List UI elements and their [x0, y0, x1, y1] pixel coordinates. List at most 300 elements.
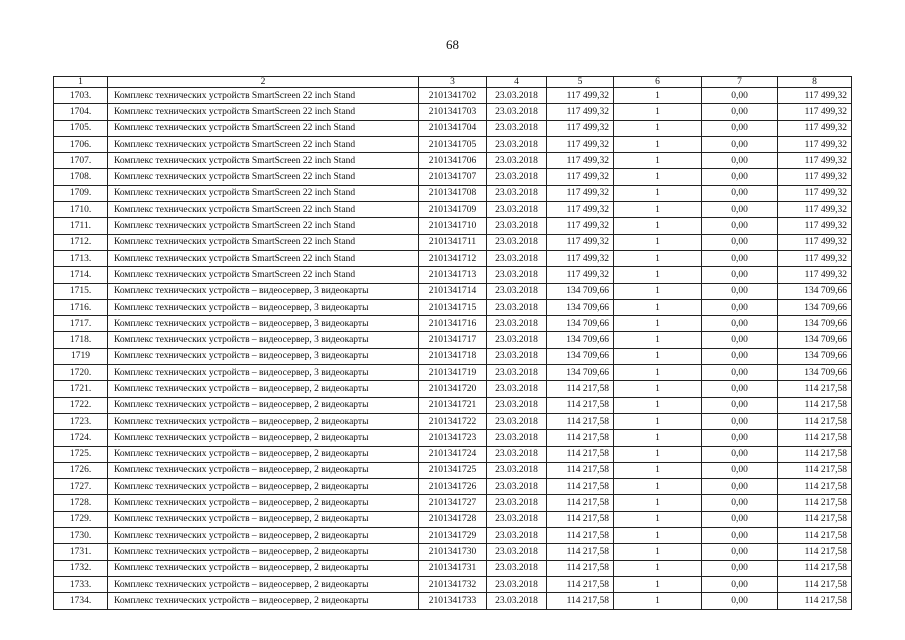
- row-number-cell: 1715.: [54, 283, 108, 299]
- asset-name-cell: Комплекс технических устройств – видеосервер, 3 видеокарты: [108, 332, 419, 348]
- row-number-cell: 1719: [54, 348, 108, 364]
- book-value-cell: 117 499,32: [547, 267, 614, 283]
- depreciation-cell: 0,00: [702, 544, 778, 560]
- book-value-cell: 117 499,32: [547, 202, 614, 218]
- book-value-cell: 114 217,58: [547, 479, 614, 495]
- asset-name-cell: Комплекс технических устройств – видеосервер, 2 видеокарты: [108, 397, 419, 413]
- date-cell: 23.03.2018: [487, 332, 547, 348]
- date-cell: 23.03.2018: [487, 528, 547, 544]
- inventory-number-cell: 2101341724: [419, 446, 487, 462]
- quantity-cell: 1: [614, 397, 702, 413]
- depreciation-cell: 0,00: [702, 560, 778, 576]
- date-cell: 23.03.2018: [487, 413, 547, 429]
- column-header-1: 1: [54, 77, 108, 88]
- residual-value-cell: 114 217,58: [778, 462, 852, 478]
- row-number-cell: 1720.: [54, 365, 108, 381]
- column-header-4: 4: [487, 77, 547, 88]
- residual-value-cell: 117 499,32: [778, 267, 852, 283]
- column-header-5: 5: [547, 77, 614, 88]
- asset-name-cell: Комплекс технических устройств SmartScreen 22 inch Stand: [108, 169, 419, 185]
- depreciation-cell: 0,00: [702, 495, 778, 511]
- depreciation-cell: 0,00: [702, 267, 778, 283]
- residual-value-cell: 117 499,32: [778, 104, 852, 120]
- table-row: [54, 283, 852, 299]
- row-number-cell: 1705.: [54, 120, 108, 136]
- asset-name-cell: Комплекс технических устройств – видеосервер, 2 видеокарты: [108, 495, 419, 511]
- date-cell: 23.03.2018: [487, 267, 547, 283]
- column-header-8: 8: [778, 77, 852, 88]
- inventory-number-cell: 2101341726: [419, 479, 487, 495]
- depreciation-cell: 0,00: [702, 576, 778, 592]
- row-number-cell: 1717.: [54, 316, 108, 332]
- quantity-cell: 1: [614, 381, 702, 397]
- book-value-cell: 134 709,66: [547, 316, 614, 332]
- table-row: [54, 544, 852, 560]
- quantity-cell: 1: [614, 234, 702, 250]
- inventory-number-cell: 2101341706: [419, 153, 487, 169]
- asset-name-cell: Комплекс технических устройств – видеосервер, 2 видеокарты: [108, 528, 419, 544]
- inventory-number-cell: 2101341723: [419, 430, 487, 446]
- date-cell: 23.03.2018: [487, 136, 547, 152]
- residual-value-cell: 114 217,58: [778, 479, 852, 495]
- book-value-cell: 114 217,58: [547, 593, 614, 609]
- quantity-cell: 1: [614, 332, 702, 348]
- quantity-cell: 1: [614, 560, 702, 576]
- date-cell: 23.03.2018: [487, 397, 547, 413]
- quantity-cell: 1: [614, 413, 702, 429]
- quantity-cell: 1: [614, 511, 702, 527]
- quantity-cell: 1: [614, 316, 702, 332]
- residual-value-cell: 117 499,32: [778, 88, 852, 104]
- inventory-number-cell: 2101341730: [419, 544, 487, 560]
- table-row: [54, 495, 852, 511]
- inventory-number-cell: 2101341708: [419, 185, 487, 201]
- date-cell: 23.03.2018: [487, 283, 547, 299]
- row-number-cell: 1722.: [54, 397, 108, 413]
- date-cell: 23.03.2018: [487, 511, 547, 527]
- depreciation-cell: 0,00: [702, 446, 778, 462]
- date-cell: 23.03.2018: [487, 430, 547, 446]
- date-cell: 23.03.2018: [487, 495, 547, 511]
- row-number-cell: 1730.: [54, 528, 108, 544]
- row-number-cell: 1729.: [54, 511, 108, 527]
- inventory-number-cell: 2101341731: [419, 560, 487, 576]
- inventory-number-cell: 2101341715: [419, 299, 487, 315]
- table-row: [54, 104, 852, 120]
- residual-value-cell: 134 709,66: [778, 365, 852, 381]
- table-row: [54, 348, 852, 364]
- asset-name-cell: Комплекс технических устройств – видеосервер, 2 видеокарты: [108, 430, 419, 446]
- table-row: [54, 446, 852, 462]
- table-row: [54, 169, 852, 185]
- depreciation-cell: 0,00: [702, 234, 778, 250]
- table-row: [54, 528, 852, 544]
- residual-value-cell: 134 709,66: [778, 332, 852, 348]
- date-cell: 23.03.2018: [487, 446, 547, 462]
- table-row: [54, 479, 852, 495]
- residual-value-cell: 134 709,66: [778, 348, 852, 364]
- row-number-cell: 1732.: [54, 560, 108, 576]
- table-body: [54, 88, 852, 610]
- residual-value-cell: 134 709,66: [778, 316, 852, 332]
- book-value-cell: 114 217,58: [547, 397, 614, 413]
- depreciation-cell: 0,00: [702, 104, 778, 120]
- asset-name-cell: Комплекс технических устройств – видеосервер, 3 видеокарты: [108, 299, 419, 315]
- table-row: [54, 234, 852, 250]
- depreciation-cell: 0,00: [702, 218, 778, 234]
- date-cell: 23.03.2018: [487, 381, 547, 397]
- row-number-cell: 1723.: [54, 413, 108, 429]
- depreciation-cell: 0,00: [702, 185, 778, 201]
- inventory-number-cell: 2101341705: [419, 136, 487, 152]
- quantity-cell: 1: [614, 120, 702, 136]
- residual-value-cell: 117 499,32: [778, 234, 852, 250]
- row-number-cell: 1721.: [54, 381, 108, 397]
- table-row: [54, 397, 852, 413]
- book-value-cell: 114 217,58: [547, 430, 614, 446]
- date-cell: 23.03.2018: [487, 202, 547, 218]
- row-number-cell: 1724.: [54, 430, 108, 446]
- residual-value-cell: 117 499,32: [778, 250, 852, 266]
- depreciation-cell: 0,00: [702, 120, 778, 136]
- table-row: [54, 332, 852, 348]
- row-number-cell: 1704.: [54, 104, 108, 120]
- depreciation-cell: 0,00: [702, 462, 778, 478]
- row-number-cell: 1733.: [54, 576, 108, 592]
- inventory-number-cell: 2101341711: [419, 234, 487, 250]
- row-number-cell: 1703.: [54, 88, 108, 104]
- depreciation-cell: 0,00: [702, 397, 778, 413]
- quantity-cell: 1: [614, 462, 702, 478]
- asset-name-cell: Комплекс технических устройств – видеосервер, 3 видеокарты: [108, 283, 419, 299]
- row-number-cell: 1728.: [54, 495, 108, 511]
- asset-name-cell: Комплекс технических устройств SmartScreen 22 inch Stand: [108, 185, 419, 201]
- asset-name-cell: Комплекс технических устройств SmartScreen 22 inch Stand: [108, 218, 419, 234]
- date-cell: 23.03.2018: [487, 462, 547, 478]
- book-value-cell: 114 217,58: [547, 576, 614, 592]
- quantity-cell: 1: [614, 283, 702, 299]
- depreciation-cell: 0,00: [702, 365, 778, 381]
- column-header-7: 7: [702, 77, 778, 88]
- quantity-cell: 1: [614, 104, 702, 120]
- inventory-number-cell: 2101341728: [419, 511, 487, 527]
- row-number-cell: 1713.: [54, 250, 108, 266]
- depreciation-cell: 0,00: [702, 153, 778, 169]
- column-header-2: 2: [108, 77, 419, 88]
- quantity-cell: 1: [614, 430, 702, 446]
- row-number-cell: 1709.: [54, 185, 108, 201]
- asset-name-cell: Комплекс технических устройств SmartScreen 22 inch Stand: [108, 202, 419, 218]
- date-cell: 23.03.2018: [487, 560, 547, 576]
- depreciation-cell: 0,00: [702, 479, 778, 495]
- quantity-cell: 1: [614, 544, 702, 560]
- inventory-number-cell: 2101341703: [419, 104, 487, 120]
- depreciation-cell: 0,00: [702, 136, 778, 152]
- residual-value-cell: 134 709,66: [778, 283, 852, 299]
- depreciation-cell: 0,00: [702, 299, 778, 315]
- table-row: [54, 430, 852, 446]
- table-header: [54, 77, 852, 88]
- page-number: 68: [446, 37, 459, 52]
- book-value-cell: 114 217,58: [547, 381, 614, 397]
- quantity-cell: 1: [614, 250, 702, 266]
- book-value-cell: 117 499,32: [547, 234, 614, 250]
- inventory-number-cell: 2101341725: [419, 462, 487, 478]
- quantity-cell: 1: [614, 185, 702, 201]
- date-cell: 23.03.2018: [487, 316, 547, 332]
- depreciation-cell: 0,00: [702, 250, 778, 266]
- row-number-cell: 1714.: [54, 267, 108, 283]
- residual-value-cell: 117 499,32: [778, 153, 852, 169]
- date-cell: 23.03.2018: [487, 250, 547, 266]
- inventory-number-cell: 2101341722: [419, 413, 487, 429]
- residual-value-cell: 114 217,58: [778, 528, 852, 544]
- residual-value-cell: 117 499,32: [778, 169, 852, 185]
- depreciation-cell: 0,00: [702, 430, 778, 446]
- asset-name-cell: Комплекс технических устройств – видеосервер, 2 видеокарты: [108, 413, 419, 429]
- depreciation-cell: 0,00: [702, 316, 778, 332]
- inventory-number-cell: 2101341716: [419, 316, 487, 332]
- date-cell: 23.03.2018: [487, 169, 547, 185]
- inventory-number-cell: 2101341721: [419, 397, 487, 413]
- book-value-cell: 117 499,32: [547, 250, 614, 266]
- date-cell: 23.03.2018: [487, 234, 547, 250]
- date-cell: 23.03.2018: [487, 120, 547, 136]
- date-cell: 23.03.2018: [487, 185, 547, 201]
- table-row: [54, 250, 852, 266]
- table-row: [54, 202, 852, 218]
- inventory-number-cell: 2101341702: [419, 88, 487, 104]
- table-row: [54, 153, 852, 169]
- table-row: [54, 88, 852, 104]
- date-cell: 23.03.2018: [487, 348, 547, 364]
- table-row: [54, 381, 852, 397]
- inventory-number-cell: 2101341732: [419, 576, 487, 592]
- book-value-cell: 117 499,32: [547, 169, 614, 185]
- depreciation-cell: 0,00: [702, 88, 778, 104]
- row-number-cell: 1708.: [54, 169, 108, 185]
- asset-name-cell: Комплекс технических устройств – видеосервер, 2 видеокарты: [108, 446, 419, 462]
- book-value-cell: 117 499,32: [547, 88, 614, 104]
- asset-name-cell: Комплекс технических устройств SmartScreen 22 inch Stand: [108, 136, 419, 152]
- table-row: [54, 185, 852, 201]
- asset-name-cell: Комплекс технических устройств – видеосервер, 2 видеокарты: [108, 560, 419, 576]
- table-row: [54, 136, 852, 152]
- quantity-cell: 1: [614, 576, 702, 592]
- table-row: [54, 462, 852, 478]
- depreciation-cell: 0,00: [702, 283, 778, 299]
- book-value-cell: 114 217,58: [547, 511, 614, 527]
- table-row: [54, 413, 852, 429]
- book-value-cell: 114 217,58: [547, 462, 614, 478]
- residual-value-cell: 117 499,32: [778, 202, 852, 218]
- quantity-cell: 1: [614, 528, 702, 544]
- residual-value-cell: 117 499,32: [778, 218, 852, 234]
- date-cell: 23.03.2018: [487, 218, 547, 234]
- depreciation-cell: 0,00: [702, 511, 778, 527]
- table-row: [54, 267, 852, 283]
- date-cell: 23.03.2018: [487, 365, 547, 381]
- inventory-number-cell: 2101341729: [419, 528, 487, 544]
- inventory-number-cell: 2101341733: [419, 593, 487, 609]
- row-number-cell: 1712.: [54, 234, 108, 250]
- depreciation-cell: 0,00: [702, 528, 778, 544]
- table-row: [54, 365, 852, 381]
- quantity-cell: 1: [614, 348, 702, 364]
- inventory-number-cell: 2101341714: [419, 283, 487, 299]
- row-number-cell: 1707.: [54, 153, 108, 169]
- residual-value-cell: 114 217,58: [778, 430, 852, 446]
- quantity-cell: 1: [614, 88, 702, 104]
- asset-name-cell: Комплекс технических устройств SmartScreen 22 inch Stand: [108, 88, 419, 104]
- row-number-cell: 1716.: [54, 299, 108, 315]
- depreciation-cell: 0,00: [702, 381, 778, 397]
- table-row: [54, 593, 852, 609]
- date-cell: 23.03.2018: [487, 88, 547, 104]
- quantity-cell: 1: [614, 218, 702, 234]
- inventory-number-cell: 2101341712: [419, 250, 487, 266]
- residual-value-cell: 114 217,58: [778, 413, 852, 429]
- book-value-cell: 134 709,66: [547, 348, 614, 364]
- quantity-cell: 1: [614, 446, 702, 462]
- inventory-number-cell: 2101341704: [419, 120, 487, 136]
- column-number-row: [54, 77, 852, 88]
- date-cell: 23.03.2018: [487, 576, 547, 592]
- book-value-cell: 114 217,58: [547, 560, 614, 576]
- quantity-cell: 1: [614, 202, 702, 218]
- book-value-cell: 114 217,58: [547, 544, 614, 560]
- book-value-cell: 114 217,58: [547, 446, 614, 462]
- residual-value-cell: 114 217,58: [778, 560, 852, 576]
- inventory-number-cell: 2101341718: [419, 348, 487, 364]
- asset-name-cell: Комплекс технических устройств – видеосервер, 2 видеокарты: [108, 511, 419, 527]
- book-value-cell: 114 217,58: [547, 495, 614, 511]
- inventory-number-cell: 2101341710: [419, 218, 487, 234]
- residual-value-cell: 114 217,58: [778, 446, 852, 462]
- date-cell: 23.03.2018: [487, 299, 547, 315]
- inventory-number-cell: 2101341720: [419, 381, 487, 397]
- residual-value-cell: 117 499,32: [778, 120, 852, 136]
- quantity-cell: 1: [614, 299, 702, 315]
- table-row: [54, 511, 852, 527]
- residual-value-cell: 117 499,32: [778, 185, 852, 201]
- row-number-cell: 1706.: [54, 136, 108, 152]
- asset-name-cell: Комплекс технических устройств – видеосервер, 2 видеокарты: [108, 593, 419, 609]
- asset-name-cell: Комплекс технических устройств – видеосервер, 3 видеокарты: [108, 316, 419, 332]
- date-cell: 23.03.2018: [487, 153, 547, 169]
- book-value-cell: 117 499,32: [547, 120, 614, 136]
- residual-value-cell: 114 217,58: [778, 544, 852, 560]
- row-number-cell: 1731.: [54, 544, 108, 560]
- residual-value-cell: 114 217,58: [778, 593, 852, 609]
- book-value-cell: 117 499,32: [547, 136, 614, 152]
- asset-name-cell: Комплекс технических устройств – видеосервер, 3 видеокарты: [108, 365, 419, 381]
- asset-name-cell: Комплекс технических устройств – видеосервер, 2 видеокарты: [108, 381, 419, 397]
- column-header-6: 6: [614, 77, 702, 88]
- asset-name-cell: Комплекс технических устройств – видеосервер, 2 видеокарты: [108, 576, 419, 592]
- asset-name-cell: Комплекс технических устройств SmartScreen 22 inch Stand: [108, 153, 419, 169]
- asset-name-cell: Комплекс технических устройств SmartScreen 22 inch Stand: [108, 234, 419, 250]
- quantity-cell: 1: [614, 136, 702, 152]
- inventory-number-cell: 2101341713: [419, 267, 487, 283]
- depreciation-cell: 0,00: [702, 413, 778, 429]
- inventory-number-cell: 2101341717: [419, 332, 487, 348]
- book-value-cell: 134 709,66: [547, 299, 614, 315]
- book-value-cell: 134 709,66: [547, 365, 614, 381]
- quantity-cell: 1: [614, 153, 702, 169]
- inventory-number-cell: 2101341707: [419, 169, 487, 185]
- book-value-cell: 134 709,66: [547, 332, 614, 348]
- row-number-cell: 1726.: [54, 462, 108, 478]
- book-value-cell: 117 499,32: [547, 218, 614, 234]
- quantity-cell: 1: [614, 365, 702, 381]
- inventory-number-cell: 2101341727: [419, 495, 487, 511]
- row-number-cell: 1718.: [54, 332, 108, 348]
- date-cell: 23.03.2018: [487, 479, 547, 495]
- quantity-cell: 1: [614, 479, 702, 495]
- book-value-cell: 117 499,32: [547, 153, 614, 169]
- residual-value-cell: 114 217,58: [778, 397, 852, 413]
- asset-name-cell: Комплекс технических устройств – видеосервер, 2 видеокарты: [108, 462, 419, 478]
- inventory-number-cell: 2101341709: [419, 202, 487, 218]
- depreciation-cell: 0,00: [702, 169, 778, 185]
- table-row: [54, 120, 852, 136]
- book-value-cell: 117 499,32: [547, 185, 614, 201]
- book-value-cell: 134 709,66: [547, 283, 614, 299]
- table-row: [54, 560, 852, 576]
- table-row: [54, 316, 852, 332]
- date-cell: 23.03.2018: [487, 544, 547, 560]
- asset-name-cell: Комплекс технических устройств – видеосервер, 2 видеокарты: [108, 544, 419, 560]
- residual-value-cell: 114 217,58: [778, 511, 852, 527]
- depreciation-cell: 0,00: [702, 593, 778, 609]
- row-number-cell: 1710.: [54, 202, 108, 218]
- column-header-3: 3: [419, 77, 487, 88]
- inventory-number-cell: 2101341719: [419, 365, 487, 381]
- quantity-cell: 1: [614, 495, 702, 511]
- table-row: [54, 218, 852, 234]
- row-number-cell: 1727.: [54, 479, 108, 495]
- book-value-cell: 117 499,32: [547, 104, 614, 120]
- asset-register-table: [53, 76, 852, 610]
- row-number-cell: 1725.: [54, 446, 108, 462]
- asset-name-cell: Комплекс технических устройств SmartScreen 22 inch Stand: [108, 120, 419, 136]
- date-cell: 23.03.2018: [487, 104, 547, 120]
- asset-name-cell: Комплекс технических устройств SmartScreen 22 inch Stand: [108, 267, 419, 283]
- quantity-cell: 1: [614, 593, 702, 609]
- book-value-cell: 114 217,58: [547, 413, 614, 429]
- asset-name-cell: Комплекс технических устройств – видеосервер, 3 видеокарты: [108, 348, 419, 364]
- residual-value-cell: 114 217,58: [778, 576, 852, 592]
- row-number-cell: 1711.: [54, 218, 108, 234]
- row-number-cell: 1734.: [54, 593, 108, 609]
- table-row: [54, 576, 852, 592]
- depreciation-cell: 0,00: [702, 202, 778, 218]
- asset-name-cell: Комплекс технических устройств – видеосервер, 2 видеокарты: [108, 479, 419, 495]
- table-row: [54, 299, 852, 315]
- residual-value-cell: 117 499,32: [778, 136, 852, 152]
- book-value-cell: 114 217,58: [547, 528, 614, 544]
- quantity-cell: 1: [614, 169, 702, 185]
- asset-name-cell: Комплекс технических устройств SmartScreen 22 inch Stand: [108, 250, 419, 266]
- quantity-cell: 1: [614, 267, 702, 283]
- residual-value-cell: 114 217,58: [778, 495, 852, 511]
- depreciation-cell: 0,00: [702, 348, 778, 364]
- date-cell: 23.03.2018: [487, 593, 547, 609]
- asset-name-cell: Комплекс технических устройств SmartScreen 22 inch Stand: [108, 104, 419, 120]
- depreciation-cell: 0,00: [702, 332, 778, 348]
- residual-value-cell: 114 217,58: [778, 381, 852, 397]
